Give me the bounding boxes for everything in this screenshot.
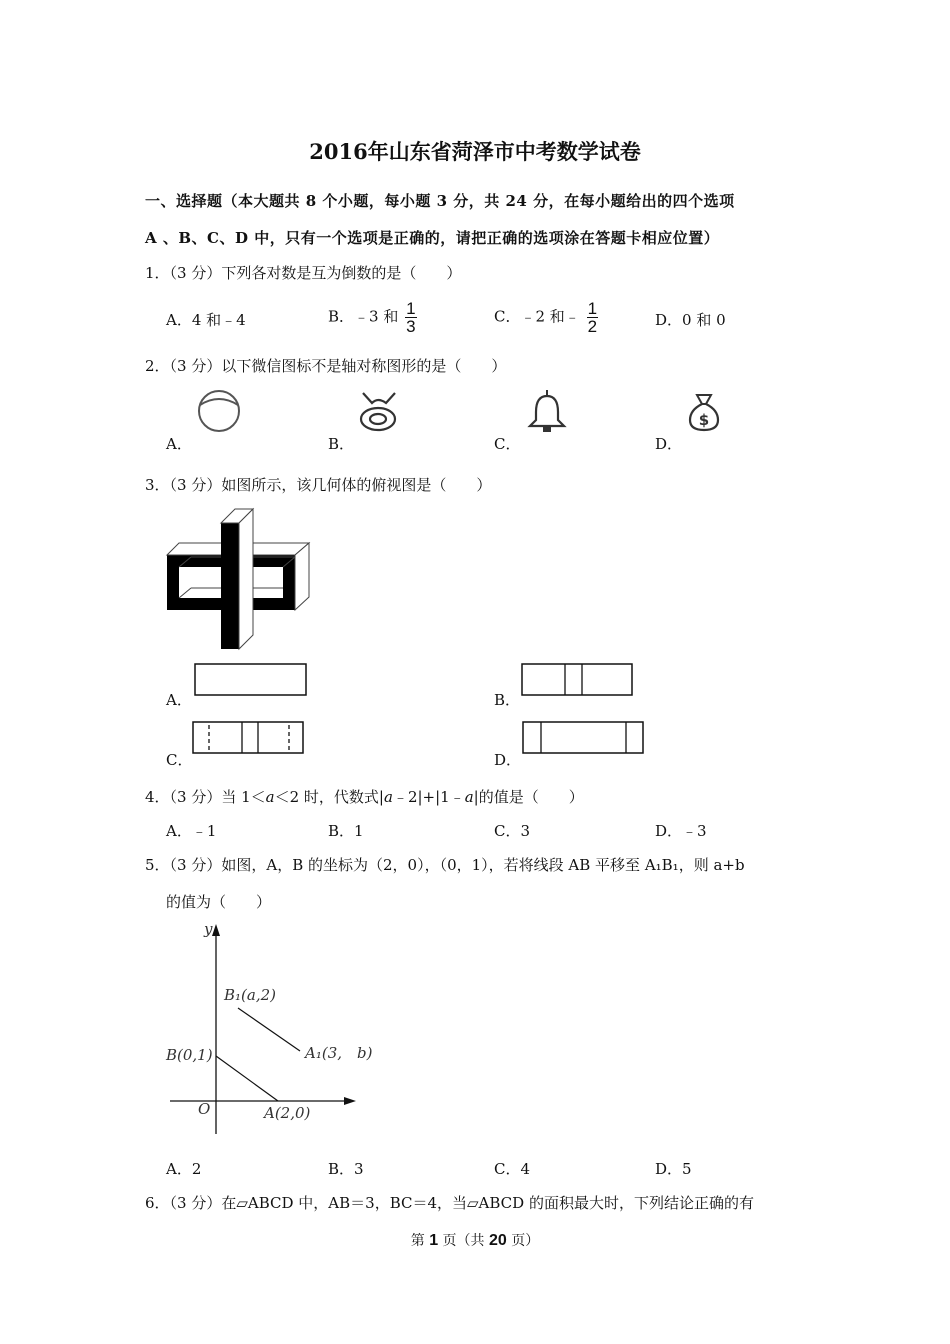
bell-icon xyxy=(527,388,569,436)
q1-option-d: D．0 和 0 xyxy=(655,311,726,329)
q1-option-b-fraction xyxy=(405,300,416,335)
circle-half-icon xyxy=(196,389,244,435)
q3-option-b-figure xyxy=(521,663,634,697)
footer-text: 第 xyxy=(410,1233,430,1249)
point-a-label: A(2,0) xyxy=(264,1104,311,1122)
q4-stem-part3: ﹣2|+|1﹣ xyxy=(392,788,465,806)
q3-solid-figure xyxy=(165,505,315,653)
question-5-stem-line1: 5．（3 分）如图，A，B 的坐标为（2，0），（0，1），若将线段 AB 平移至 A₁B₁，则 a+b xyxy=(145,856,745,874)
point-a1-label: A₁(3, b) xyxy=(305,1044,373,1062)
y-axis-label: y xyxy=(204,920,213,938)
q3-option-b: B． xyxy=(494,691,521,709)
footer-page-number: 1 xyxy=(429,1232,439,1249)
q4-option-b: B．1 xyxy=(328,822,364,840)
q2-option-d: D． xyxy=(655,435,683,453)
money-bag-icon xyxy=(687,392,721,434)
question-5-stem-line2: 的值为（ ） xyxy=(166,893,272,911)
q4-option-d: D．﹣3 xyxy=(655,822,707,840)
q3-option-c-figure xyxy=(192,721,305,755)
fraction-numerator: 1 xyxy=(406,299,416,318)
fraction-denominator: 2 xyxy=(587,317,598,336)
q4-option-a: A．﹣1 xyxy=(166,822,217,840)
page-title: 2016年山东省菏泽市中考数学试卷 xyxy=(309,139,641,164)
question-4-stem xyxy=(145,786,584,807)
q1-option-c-fraction xyxy=(587,300,598,335)
q1-option-b xyxy=(328,300,417,335)
q1-option-b-text: B．﹣3 和 xyxy=(328,307,399,326)
q1-option-c xyxy=(494,300,598,335)
fraction-numerator: 1 xyxy=(587,299,598,318)
footer-text: 页（共 xyxy=(438,1233,489,1249)
q5-option-b: B．3 xyxy=(328,1160,364,1178)
q5-option-a: A．2 xyxy=(166,1160,202,1178)
q5-option-d: D．5 xyxy=(655,1160,692,1178)
q5-coordinate-graph xyxy=(160,918,373,1140)
question-1-stem: 1．（3 分）下列各对数是互为倒数的是（ ） xyxy=(145,264,462,282)
page-footer xyxy=(0,1230,950,1250)
point-b1-label: B₁(a,2) xyxy=(224,986,276,1004)
q4-stem-part2: ＜2 时，代数式| xyxy=(274,788,384,806)
q4-var: a xyxy=(265,788,275,806)
q3-option-d: D． xyxy=(494,751,522,769)
q4-option-c: C．3 xyxy=(494,822,531,840)
q4-stem-part4: |的值是（ ） xyxy=(473,788,584,806)
q5-option-c: C．4 xyxy=(494,1160,531,1178)
footer-total-pages: 20 xyxy=(489,1232,507,1249)
section-header-line1: 一、选择题（本大题共 8 个小题，每小题 3 分，共 24 分，在每小题给出的四个选项 xyxy=(145,192,735,210)
q2-option-b: B． xyxy=(328,435,355,453)
section-header-line2: A 、B、C、D 中，只有一个选项是正确的，请把正确的选项涂在答题卡相应位置） xyxy=(145,229,720,247)
question-2-stem: 2．（3 分）以下微信图标不是轴对称图形的是（ ） xyxy=(145,357,507,375)
question-6-stem: 6．（3 分）在▱ABCD 中，AB＝3，BC＝4，当▱ABCD 的面积最大时，下列结论正确的有 xyxy=(145,1194,754,1212)
q4-stem-part1: 4．（3 分）当 1＜ xyxy=(145,788,266,806)
emoji-face-icon xyxy=(358,389,402,435)
q1-option-c-text: C．﹣2 和﹣ xyxy=(494,307,580,326)
q2-option-c: C． xyxy=(494,435,521,453)
origin-label: O xyxy=(198,1100,211,1118)
q4-var: a xyxy=(384,788,393,806)
footer-text: 页） xyxy=(506,1233,540,1249)
q3-option-a: A． xyxy=(166,691,192,709)
q3-option-a-figure xyxy=(194,663,308,697)
q4-var: a xyxy=(464,788,474,806)
q2-option-a: A． xyxy=(166,435,192,453)
fraction-denominator: 3 xyxy=(406,317,416,336)
q3-option-d-figure xyxy=(522,721,645,755)
money-symbol: $ xyxy=(698,411,710,429)
question-3-stem: 3．（3 分）如图所示，该几何体的俯视图是（ ） xyxy=(145,476,492,494)
q3-option-c: C． xyxy=(166,751,193,769)
q1-option-a: A．4 和﹣4 xyxy=(166,311,246,329)
point-b-label: B(0,1) xyxy=(166,1046,213,1064)
